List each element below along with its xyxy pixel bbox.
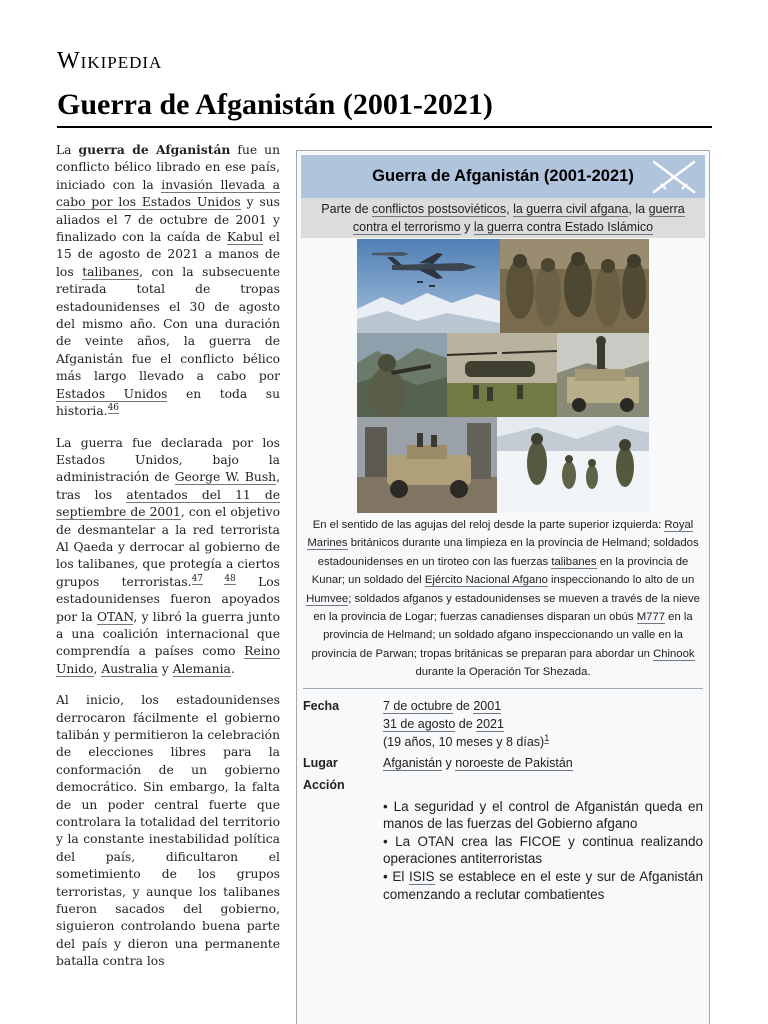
link-alemania[interactable]: Alemania	[172, 661, 231, 676]
label-fecha: Fecha	[303, 698, 340, 713]
link-talibanes[interactable]: talibanes	[82, 264, 140, 279]
accion-item	[383, 868, 703, 903]
link-otan[interactable]: OTAN	[96, 609, 134, 624]
text: ,	[506, 202, 514, 216]
text: y	[460, 220, 474, 234]
link-conflictos-postsovieticos[interactable]: conflictos postsoviéticos	[372, 202, 507, 216]
link-kabul[interactable]: Kabul	[226, 230, 264, 245]
text: ,	[93, 661, 102, 676]
text: En el sentido de las agujas del reloj desde la parte superior izquierda:	[312, 519, 665, 531]
duration: (19 años, 10 meses y 8 días)	[383, 734, 545, 749]
text: , con la subsecuente retirada total de tropas estadounidenses el 30 de agosto del mismo año. Con una duración de veinte años, la guerra de Afganistán fue el conflicto bélico más largo llevado a cabo por	[56, 264, 280, 384]
link-atentados-11s[interactable]: atentados del 11 de septiembre de 2001	[56, 487, 280, 520]
link-afganistan[interactable]: Afganistán	[383, 755, 443, 770]
text: .	[230, 661, 235, 676]
text: • El	[383, 869, 410, 885]
text: y	[157, 661, 173, 676]
link-humvee[interactable]: Humvee	[306, 592, 349, 605]
photo-soldiers-firefight	[500, 239, 649, 333]
text: de	[455, 716, 477, 731]
link-estados-unidos[interactable]: Estados Unidos	[56, 386, 168, 401]
row-accion	[297, 776, 709, 794]
text: ; soldados afganos y estadounidenses se mueven a través de la nieve en la provincia de Logar; fuerzas canadienses disparan un obús	[313, 592, 700, 624]
reference-47[interactable]: 47	[191, 573, 204, 584]
link-guerra-terrorismo[interactable]: guerra contra el terrorismo	[352, 202, 685, 234]
text: , tras los	[56, 470, 280, 502]
paragraph-declaration	[56, 435, 280, 679]
article-body	[56, 141, 280, 985]
value-accion	[297, 794, 709, 904]
text: en la provincia de Kunar; un soldado del	[311, 555, 689, 587]
photo-fighter-jets	[357, 239, 500, 333]
photo-soldier-valley	[357, 333, 447, 417]
link-invasion[interactable]: invasión llevada a cabo por los Estados Unidos	[56, 177, 280, 210]
link-reino-unido[interactable]: Reino Unido	[56, 644, 280, 676]
text: fue un conflicto bélico librado en ese país, iniciado con la	[56, 143, 281, 192]
link-end-day[interactable]: 31 de agosto	[383, 716, 456, 731]
row-fecha	[297, 697, 709, 751]
photo-chinook-helicopter	[447, 333, 557, 417]
text: de	[452, 698, 474, 713]
text: en toda su historia.	[56, 386, 280, 419]
page-title: Guerra de Afganistán (2001-2021)	[57, 86, 712, 128]
wikipedia-wordmark: Wikipedia	[57, 48, 163, 74]
link-ejercito-nacional-afgano[interactable]: Ejército Nacional Afgano	[424, 574, 548, 587]
value-fecha	[383, 697, 703, 751]
label-lugar: Lugar	[303, 755, 338, 770]
text: se establece en el este y sur de Afganistán comenzando a reclutar combatientes	[383, 869, 704, 902]
infobox	[296, 150, 710, 1024]
divider	[303, 688, 703, 689]
text: La	[56, 143, 79, 157]
link-chinook[interactable]: Chinook	[653, 647, 695, 660]
link-guerra-estado-islamico[interactable]: la guerra contra Estado Islámico	[473, 220, 654, 234]
photo-soldiers-snow	[497, 417, 649, 513]
reference-1[interactable]: 1	[544, 732, 550, 743]
link-start-year[interactable]: 2001	[473, 698, 502, 713]
text: inspeccionando lo alto de un	[547, 574, 695, 587]
paragraph-inicio: Al inicio, los estadounidenses derrocaron fácilmente el gobierno talibán y permitieron la celebración de elecciones libres para la conformación de un gobierno democrático. Sin embargo, la falta de un poder central fuerte que controlara la totalidad del territorio y la constante inestabilidad política del país, dificultaron el sometimiento de los grupos terroristas, y aunque los talibanes fueron sacados del gobierno, siguieron controlando buena parte del país y dieron una permanente batalla contra los	[56, 693, 280, 969]
photo-collage[interactable]	[357, 239, 649, 513]
text: durante la Operación Tor Shezada.	[415, 666, 591, 679]
text: Los estadounidenses fueron apoyados por la	[56, 574, 280, 624]
value-lugar	[383, 754, 703, 772]
infobox-title: Guerra de Afganistán (2001-2021)	[372, 167, 634, 185]
link-noroeste-pakistan[interactable]: noroeste de Pakistán	[455, 755, 573, 770]
text: y	[442, 755, 456, 770]
text: y sus aliados el 7 de octubre de 2001 y finalizado con la caída de	[56, 195, 280, 245]
photo-humvee-soldier	[557, 333, 649, 417]
bold-term: guerra de Afganistán	[78, 142, 231, 157]
link-australia[interactable]: Australia	[101, 661, 158, 676]
link-start-day[interactable]: 7 de octubre	[383, 698, 453, 713]
text: el 15 de agosto de 2021 a manos de los	[56, 230, 280, 279]
link-royal-marines[interactable]: Royal Marines	[307, 519, 694, 550]
paragraph-intro	[56, 141, 280, 421]
text: Parte de	[321, 202, 373, 216]
link-guerra-civil-afgana[interactable]: la guerra civil afgana	[513, 202, 629, 216]
text: , y libró la guerra junto a una coalición internacional que comprendía a países como	[56, 609, 280, 659]
text: en la provincia de Helmand; un soldado afgano inspeccionando un valle en la provincia de Parwan; tropas británicas se preparan para abordar un	[311, 611, 693, 660]
collage-caption	[297, 513, 709, 682]
link-isis[interactable]: ISIS	[409, 869, 435, 885]
text: británicos durante una limpieza en la provincia de Helmand; soldados estadounidenses en un tiroteo con las fuerzas	[317, 537, 699, 568]
crossed-swords-icon	[651, 159, 697, 195]
infobox-header	[301, 155, 705, 198]
wikipedia-logo[interactable]	[57, 48, 162, 75]
link-george-bush[interactable]: George W. Bush	[174, 470, 277, 485]
label-accion: Acción	[303, 777, 345, 792]
link-end-year[interactable]: 2021	[476, 716, 504, 731]
text: La guerra fue declarada por los Estados Unidos, bajo la administración de	[56, 435, 280, 485]
row-lugar	[297, 754, 709, 772]
link-talibanes-caption[interactable]: talibanes	[551, 555, 597, 568]
reference-48[interactable]: 48	[224, 573, 236, 584]
reference-46[interactable]: 46	[107, 403, 120, 413]
link-m777[interactable]: M777	[636, 611, 666, 624]
text: , la	[628, 202, 649, 216]
photo-artillery-howitzer	[357, 417, 497, 513]
text: , con el objetivo de desmantelar a la red terrorista Al Qaeda y derrocar al gobierno de los talibanes, que protegía a ciertos grupos terroristas.	[56, 505, 280, 589]
infobox-part-of	[301, 198, 705, 238]
accion-item: • La seguridad y el control de Afganistán queda en manos de las fuerzas del Gobierno afgano	[383, 798, 703, 832]
accion-item: • La OTAN crea las FICOE y continua realizando operaciones antiterroristas	[383, 833, 703, 867]
